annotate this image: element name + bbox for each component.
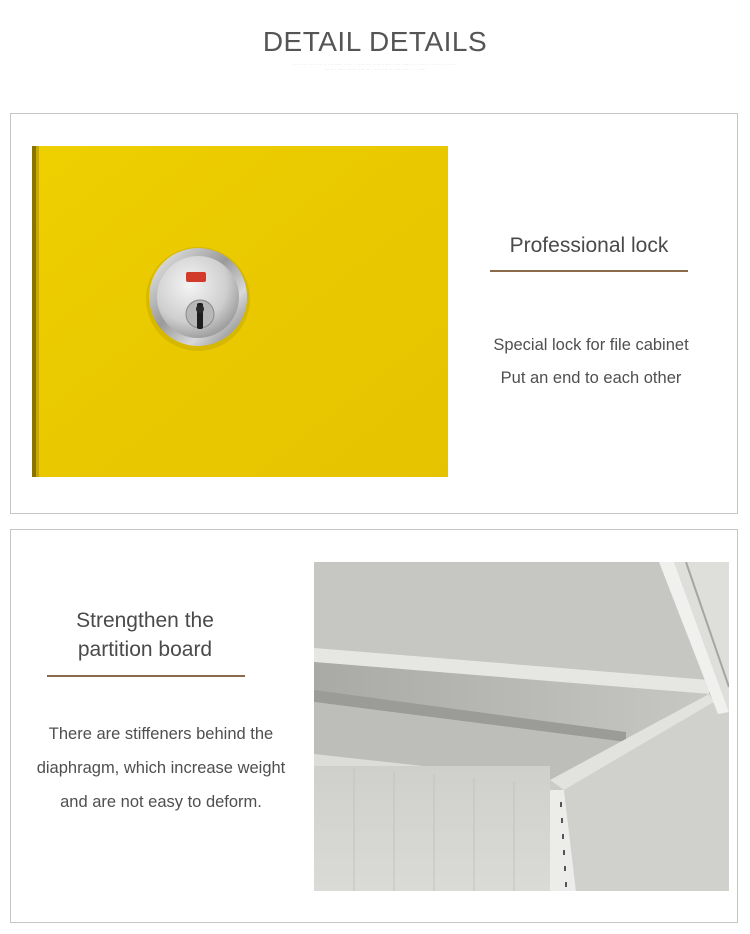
lock-detail-panel: [10, 113, 738, 514]
lock-description-line-2: Put an end to each other: [500, 369, 682, 387]
partition-description-line-3: and are not easy to deform.: [60, 793, 262, 811]
page-subtitle-line-2: ..... . ..... ..... ..... .. . ..... .. .. ..... ..... . .....: [325, 66, 425, 71]
partition-heading-line-1: Strengthen the: [76, 609, 214, 632]
shelf-illustration: [314, 562, 729, 891]
partition-description: [25, 717, 297, 819]
partition-description-line-2: diaphragm, which increase weight: [36, 759, 286, 777]
partition-heading: [45, 606, 245, 664]
partition-heading-underline: [47, 675, 245, 677]
lock-heading: Professional lock: [509, 234, 669, 257]
partition-detail-panel: [10, 529, 738, 923]
lock-illustration: [32, 146, 448, 477]
partition-description-line-1: There are stiffeners behind the: [48, 725, 274, 743]
lock-description-line-1: Special lock for file cabinet: [493, 336, 689, 354]
lock-heading-underline: [490, 270, 688, 272]
page-subtitle-line-1: ... ..... ..... .. .. ......... ..... . ..... ... ..... ..... . ... ..... . .. ..... . ..... ... .....: [292, 61, 458, 66]
lock-photo: [32, 146, 448, 477]
partition-heading-line-2: partition board: [77, 638, 213, 661]
lock-description: [471, 329, 711, 395]
shelf-photo: [314, 562, 729, 891]
page-title: DETAIL DETAILS: [262, 26, 488, 57]
